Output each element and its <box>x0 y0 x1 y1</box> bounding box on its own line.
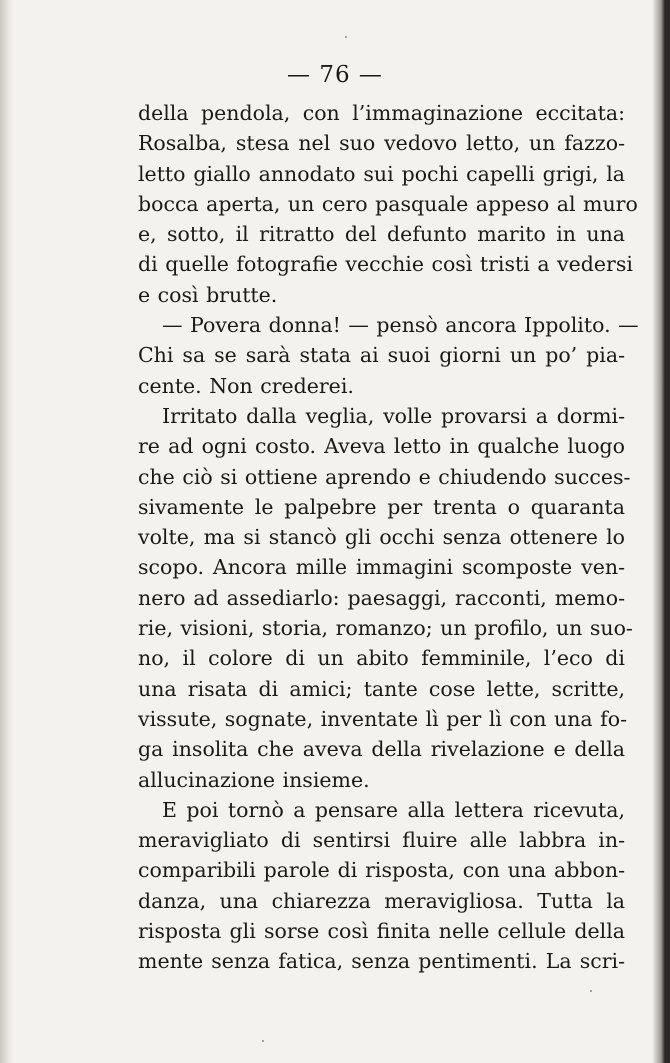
text-line: no, il colore di un abito femminile, l’eco di <box>138 646 625 671</box>
text-line: e, sotto, il ritratto del defunto marito in una <box>138 222 625 247</box>
text-line: una risata di amici; tante cose lette, scritte, <box>138 676 625 701</box>
text-line: bocca aperta, un cero pasquale appeso al muro <box>138 191 638 216</box>
text-line: che ciò si ottiene aprendo e chiudendo succes- <box>138 464 631 489</box>
text-line: E poi tornò a pensare alla lettera ricevuta, <box>162 797 625 822</box>
speck <box>590 990 592 992</box>
speck <box>262 1040 264 1042</box>
text-line: letto giallo annodato sui pochi capelli grigi, la <box>138 161 625 186</box>
text-line: mente senza fatica, senza pentimenti. La scri- <box>138 949 625 974</box>
scan-shadow-left <box>0 0 14 1063</box>
text-line: e così brutte. <box>138 282 278 307</box>
body-text <box>138 98 639 977</box>
text-line: volte, ma si stancò gli occhi senza ottenere lo <box>138 525 625 550</box>
scan-shadow-right <box>652 0 670 1063</box>
text-line: risposta gli sorse così finita nelle cellule della <box>138 919 625 944</box>
text-line: rie, visioni, storia, romanzo; un profilo, un suo- <box>138 616 633 641</box>
speck <box>345 36 347 38</box>
text-line: Rosalba, stesa nel suo vedovo letto, un fazzo- <box>138 131 625 156</box>
text-line: Irritato dalla veglia, volle provarsi a dormi- <box>162 403 625 428</box>
text-line: nero ad assediarlo: paesaggi, racconti, memo- <box>138 585 625 610</box>
text-line: allucinazione insieme. <box>138 767 370 792</box>
text-line: meravigliato di sentirsi fluire alle labbra in- <box>138 828 625 853</box>
text-line: vissute, sognate, inventate lì per lì con una fo- <box>138 706 627 731</box>
page-number: — 76 — <box>287 62 383 88</box>
text-line: danza, una chiarezza meravigliosa. Tutta la <box>138 888 625 913</box>
text-line: — Povera donna! — pensò ancora Ippolito. — <box>162 313 639 338</box>
text-line: della pendola, con l’immaginazione eccitata: <box>138 101 625 125</box>
text-line: di quelle fotografie vecchie così tristi a vedersi <box>138 252 633 277</box>
text-line: re ad ogni costo. Aveva letto in qualche luogo <box>138 434 625 459</box>
text-line: scopo. Ancora mille immagini scomposte ven- <box>138 555 625 580</box>
text-line: Chi sa se sarà stata ai suoi giorni un po’ pia- <box>138 343 625 368</box>
text-line: comparibili parole di risposta, con una abbon- <box>138 858 625 883</box>
text-line: ga insolita che aveva della rivelazione e della <box>138 737 625 762</box>
text-line: cente. Non crederei. <box>138 373 354 398</box>
text-line: sivamente le palpebre per trenta o quaranta <box>138 494 625 519</box>
